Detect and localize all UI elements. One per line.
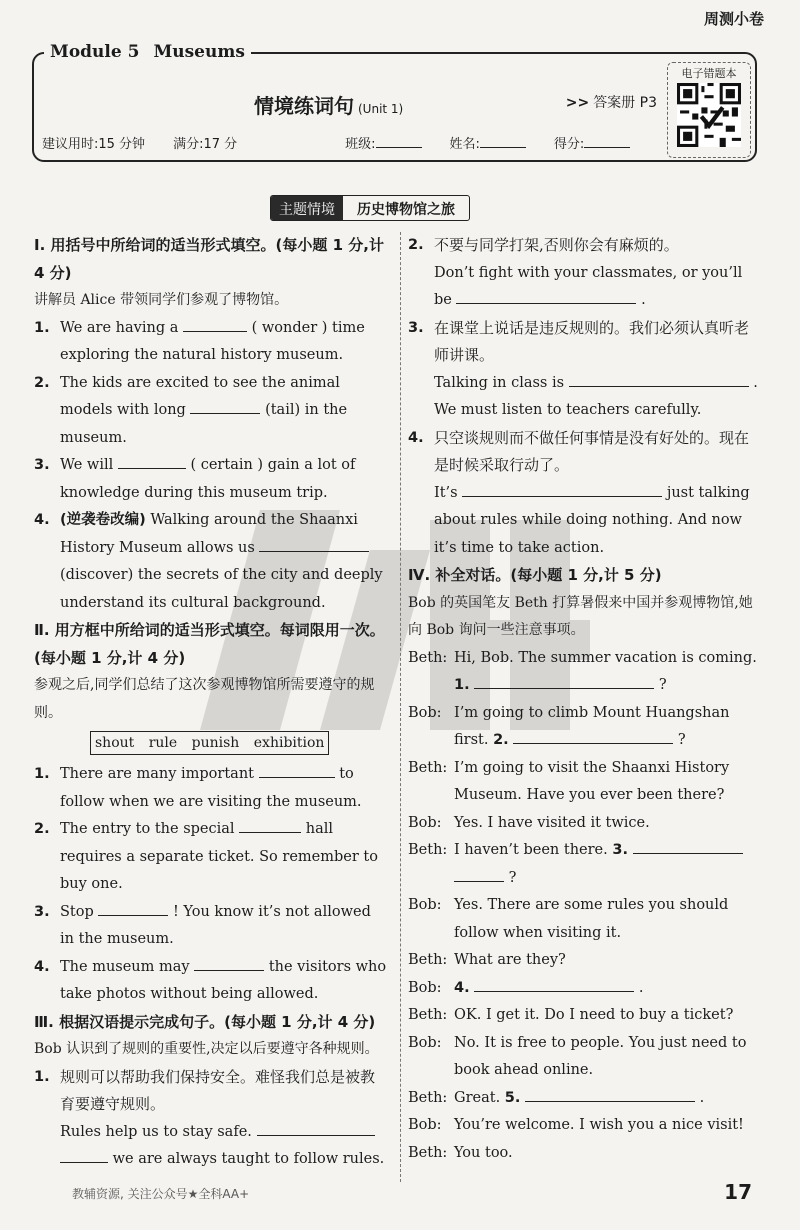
- question-number: 4.: [34, 958, 50, 975]
- meta-row: [42, 133, 662, 152]
- dialogue-text: Hi, Bob. The summer vacation is coming.: [454, 649, 757, 666]
- answer-blank[interactable]: [98, 900, 168, 916]
- column-divider: [400, 232, 401, 1182]
- s1-question-4: [34, 507, 389, 617]
- question-number: 4.: [408, 429, 424, 446]
- question-text: Rules help us to stay safe.: [60, 1123, 252, 1140]
- question-text: just talking about rules while doing nothing. And now it’s time to take action.: [434, 484, 750, 556]
- answer-blank[interactable]: [239, 817, 301, 833]
- question-text: It’s: [434, 484, 458, 501]
- answer-blank[interactable]: [474, 976, 634, 992]
- question-number: 2.: [408, 237, 424, 253]
- unit-label: (Unit 1): [358, 102, 404, 116]
- answer-blank[interactable]: [194, 955, 264, 971]
- answer-blank[interactable]: [190, 398, 260, 414]
- score-blank[interactable]: [584, 136, 630, 148]
- qr-code-icon[interactable]: [677, 83, 741, 147]
- question-text: Don’t fight with your classmates, or you’ll be: [434, 264, 743, 308]
- question-text: ( certain ) gain a lot of knowledge during this museum trip.: [60, 457, 356, 501]
- question-number: 1.: [34, 1068, 50, 1085]
- speaker-label: Beth:: [408, 1007, 448, 1023]
- answer-blank[interactable]: [454, 866, 504, 882]
- answer-blank[interactable]: [569, 371, 749, 387]
- speaker-label: Bob:: [408, 814, 442, 831]
- s3-question-1: [34, 1064, 389, 1174]
- answer-blank[interactable]: [633, 838, 743, 854]
- question-text: (tail) in the museum.: [60, 402, 348, 446]
- answer-blank[interactable]: [257, 1120, 375, 1136]
- speaker-label: Beth:: [408, 1089, 448, 1106]
- punctuation: .: [638, 979, 644, 996]
- s3-question-4: [408, 425, 763, 563]
- s2-question-2: [34, 816, 389, 899]
- question-text: Walking around the Shaanxi History Museum allows us: [60, 512, 358, 556]
- lesson-title: [254, 90, 403, 119]
- page-number: 17: [724, 1180, 752, 1204]
- question-text: the visitors who take photos without being allowed.: [60, 958, 387, 1002]
- question-number: 3.: [34, 903, 50, 920]
- question-text: We are having a: [60, 319, 179, 336]
- lesson-name: 情境练词句: [254, 94, 354, 118]
- speaker-label: Beth:: [408, 1144, 448, 1161]
- speaker-label: Beth:: [408, 649, 448, 666]
- dialogue-line: [408, 947, 763, 975]
- source-tag: (逆袭卷改编): [60, 512, 146, 528]
- theme-banner: [270, 195, 470, 221]
- dialogue-line: [408, 975, 763, 1003]
- dialogue-line: [408, 700, 763, 755]
- question-text: ( wonder ) time exploring the natural history museum.: [60, 319, 365, 363]
- dialogue-text: Yes. There are some rules you should follow when visiting it.: [454, 897, 729, 941]
- s2-question-1: [34, 761, 389, 816]
- dialogue-text: Yes. I have visited it twice.: [454, 814, 650, 831]
- punctuation: ?: [508, 869, 517, 886]
- answer-blank[interactable]: [259, 762, 335, 778]
- blank-number: 5.: [504, 1089, 521, 1106]
- blank-number: 3.: [612, 842, 628, 858]
- blank-number: 1.: [454, 677, 470, 693]
- question-number: 2.: [34, 374, 50, 391]
- question-text: We will: [60, 457, 114, 473]
- section-2-heading: Ⅱ. 用方框中所给词的适当形式填空。每词限用一次。(每小题 1 分,计 4 分): [34, 621, 385, 667]
- section-2-intro: 参观之后,同学们总结了这次参观博物馆所需要遵守的规则。: [34, 677, 375, 721]
- answer-blank[interactable]: [259, 536, 369, 552]
- speaker-label: Beth:: [408, 842, 448, 858]
- question-chinese: 不要与同学打架,否则你会有麻烦的。: [434, 236, 679, 254]
- question-text: (discover) the secrets of the city and deeply understand its cultural background.: [60, 567, 383, 611]
- dialogue-text: OK. I get it. Do I need to buy a ticket?: [454, 1007, 734, 1023]
- full-score: 满分:17 分: [173, 137, 238, 152]
- dialogue-line: [408, 810, 763, 838]
- section-1-intro: 讲解员 Alice 带领同学们参观了博物馆。: [34, 292, 289, 308]
- speaker-label: Bob:: [408, 979, 442, 996]
- blank-number: 2.: [493, 732, 509, 748]
- module-number: Module 5: [50, 42, 140, 62]
- answer-blank[interactable]: [456, 288, 636, 304]
- dialogue-text: What are they?: [454, 952, 566, 968]
- dialogue-text: I’m going to climb Mount Huangshan first.: [454, 704, 730, 748]
- dialogue-line: [408, 1112, 763, 1140]
- punctuation: ?: [658, 677, 667, 693]
- speaker-label: Bob:: [408, 897, 442, 913]
- s1-question-2: [34, 370, 389, 453]
- punctuation: .: [753, 374, 758, 391]
- word-box: shout rule punish exhibition: [90, 731, 329, 755]
- dialogue-line: [408, 645, 763, 700]
- question-text: Stop: [60, 903, 94, 920]
- class-label: 班级:: [345, 137, 376, 152]
- question-text: we are always taught to follow rules.: [112, 1151, 385, 1167]
- question-number: 3.: [34, 457, 50, 473]
- dialogue-text: I’m going to visit the Shaanxi History Museum. Have you ever been there?: [454, 759, 730, 803]
- corner-tag: 周测小卷: [703, 10, 764, 28]
- section-4-heading: Ⅳ. 补全对话。(每小题 1 分,计 5 分): [408, 566, 662, 584]
- answer-blank[interactable]: [60, 1147, 108, 1163]
- s2-question-3: [34, 899, 389, 954]
- right-column: [408, 232, 763, 1167]
- speaker-label: Beth:: [408, 759, 448, 776]
- answer-reference: [566, 92, 657, 112]
- theme-title: 历史博物馆之旅: [357, 202, 455, 218]
- punctuation: .: [699, 1089, 705, 1106]
- dialogue-line: [408, 1085, 763, 1113]
- answer-blank[interactable]: [474, 673, 654, 689]
- s3-question-2: [408, 232, 763, 315]
- question-text: The museum may: [60, 958, 190, 975]
- question-text: to follow when we are visiting the museum.: [60, 766, 362, 810]
- answer-blank[interactable]: [525, 1086, 695, 1102]
- question-number: 3.: [408, 319, 424, 336]
- dialogue-line: [408, 1002, 763, 1030]
- s1-question-1: [34, 315, 389, 370]
- section-4-intro: Bob 的英国笔友 Beth 打算暑假来中国并参观博物馆,她向 Bob 询问一些注意事项。: [408, 594, 753, 638]
- question-number: 2.: [34, 821, 50, 837]
- section-1-heading: Ⅰ. 用括号中所给词的适当形式填空。(每小题 1 分,计 4 分): [34, 236, 384, 282]
- question-chinese: 只空谈规则而不做任何事情是没有好处的。现在是时候采取行动了。: [434, 428, 750, 474]
- question-text: There are many important: [60, 766, 254, 782]
- header-box: [32, 42, 757, 162]
- dialogue-line: [408, 892, 763, 947]
- blank-number: 4.: [454, 979, 470, 996]
- dialogue-text: I haven’t been there.: [454, 842, 608, 858]
- class-blank[interactable]: [376, 136, 422, 148]
- left-column: [34, 232, 389, 1174]
- question-number: 1.: [34, 766, 50, 782]
- question-number: 4.: [34, 512, 50, 528]
- question-text: ! You know it’s not allowed in the museum.: [60, 903, 371, 947]
- dialogue-line: [408, 1140, 763, 1168]
- class-field[interactable]: [345, 133, 421, 152]
- question-number: 1.: [34, 319, 50, 336]
- dialogue-text: Great.: [454, 1089, 501, 1106]
- answer-blank[interactable]: [462, 481, 662, 497]
- question-text: We must listen to teachers carefully.: [434, 402, 702, 418]
- s1-question-3: [34, 452, 389, 507]
- speaker-label: Bob:: [408, 1034, 442, 1051]
- theme-label: 主题情境: [271, 196, 343, 220]
- score-label: 得分:: [553, 137, 585, 152]
- name-label: 姓名:: [449, 137, 480, 152]
- module-name: Museums: [153, 42, 245, 62]
- dialogue-text: You’re welcome. I wish you a nice visit!: [454, 1117, 744, 1133]
- dialogue-line: [408, 755, 763, 810]
- suggested-time: 建议用时:15 分钟: [42, 137, 146, 152]
- question-text: Talking in class is: [434, 374, 565, 391]
- answer-blank[interactable]: [183, 316, 247, 332]
- double-chevron-icon: >>: [565, 95, 590, 111]
- qr-panel[interactable]: [667, 62, 751, 158]
- name-blank[interactable]: [480, 136, 526, 148]
- question-chinese: 规则可以帮助我们保持安全。难怪我们总是被教育要遵守规则。: [60, 1067, 376, 1113]
- speaker-label: Bob:: [408, 1117, 442, 1133]
- score-field[interactable]: [554, 133, 630, 152]
- question-chinese: 在课堂上说话是违反规则的。我们必须认真听老师讲课。: [434, 318, 750, 364]
- speaker-label: Beth:: [408, 952, 448, 968]
- name-field[interactable]: [450, 133, 526, 152]
- speaker-label: Bob:: [408, 704, 442, 721]
- question-text: The entry to the special: [60, 821, 235, 837]
- question-text: hall requires a separate ticket. So remember to buy one.: [60, 821, 378, 892]
- question-text: The kids are excited to see the animal models with long: [60, 374, 340, 418]
- section-3-heading: Ⅲ. 根据汉语提示完成句子。(每小题 1 分,计 4 分): [34, 1012, 376, 1031]
- section-3-intro: Bob 认识到了规则的重要性,决定以后要遵守各种规则。: [34, 1041, 379, 1057]
- punctuation: ?: [677, 732, 686, 748]
- answer-blank[interactable]: [118, 453, 186, 469]
- module-title: [44, 42, 251, 62]
- dialogue-line: [408, 837, 763, 892]
- dialogue-text: No. It is free to people. You just need to book ahead online.: [454, 1034, 747, 1078]
- answer-blank[interactable]: [513, 728, 673, 744]
- s2-question-4: [34, 954, 389, 1009]
- s3-question-3: [408, 315, 763, 425]
- punctuation: .: [641, 292, 646, 308]
- dialogue-line: [408, 1030, 763, 1085]
- dialogue-text: You too.: [454, 1144, 513, 1161]
- footer-note: 教辅资源, 关注公众号★全科AA+: [72, 1187, 250, 1201]
- answer-ref-text: 答案册 P3: [593, 95, 657, 111]
- qr-label: 电子错题本: [681, 67, 737, 80]
